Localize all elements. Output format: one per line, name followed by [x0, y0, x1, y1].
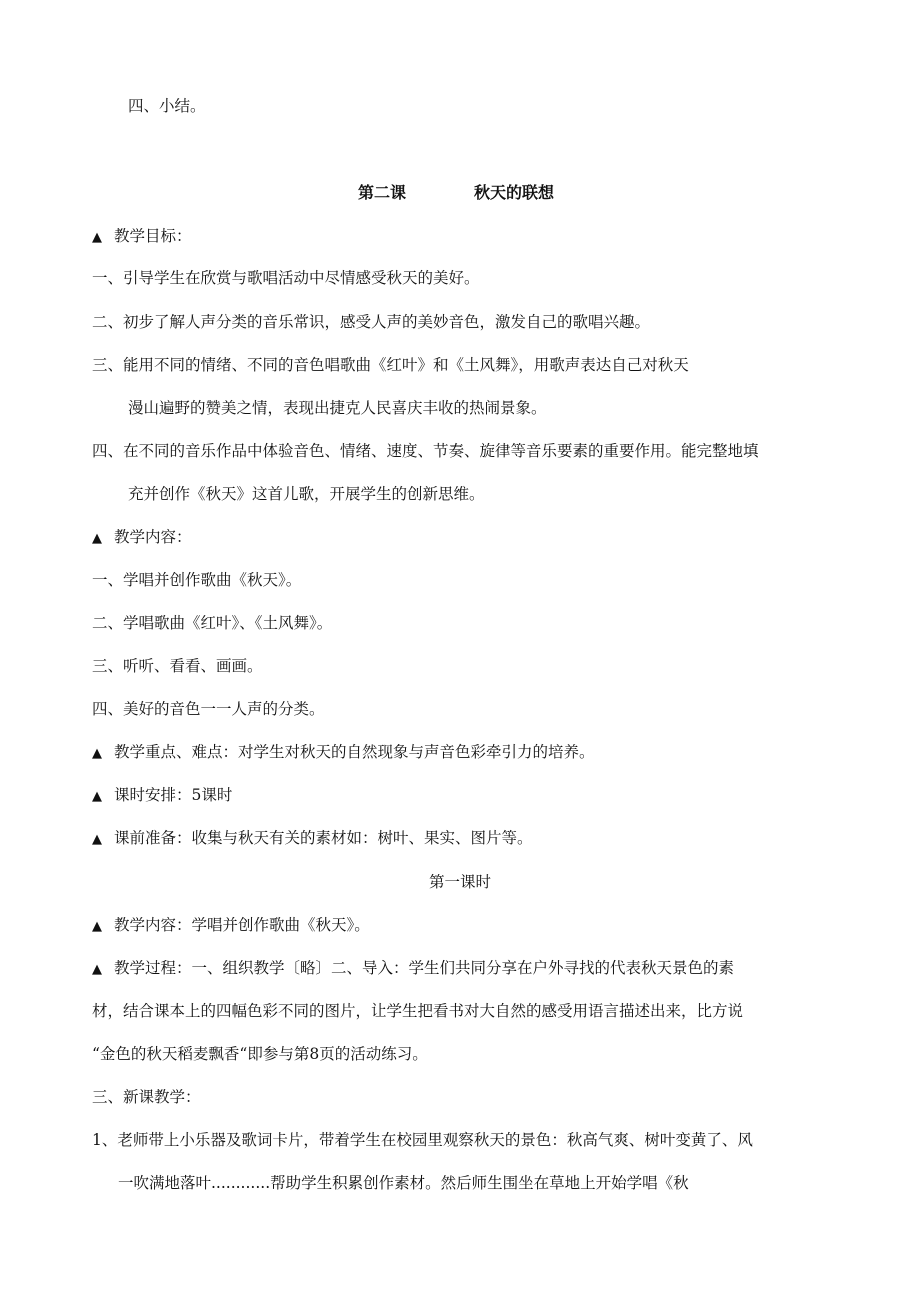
key-points: ▲ 教学重点、难点：对学生对秋天的自然现象与声音色彩牵引力的培养。 — [92, 742, 595, 764]
triangle-bullet-icon: ▲ — [92, 789, 102, 804]
period-content: ▲ 教学内容：学唱并创作歌曲《秋天》。 — [92, 915, 370, 937]
preparation: ▲ 课前准备：收集与秋天有关的素材如：树叶、果实、图片等。 — [92, 828, 533, 850]
new-lesson-line: 1、老师带上小乐器及歌词卡片，带着学生在校园里观察秋天的景色：秋高气爽、树叶变黄了、风 — [92, 1131, 753, 1149]
triangle-bullet-icon: ▲ — [92, 832, 102, 847]
goal-item: 四、在不同的音乐作品中体验音色、情绪、速度、节奏、旋律等音乐要素的重要作用。能完整地填 — [92, 442, 759, 460]
triangle-bullet-icon: ▲ — [92, 531, 102, 546]
goals-heading: ▲ 教学目标： — [92, 226, 192, 248]
content-item: 三、听听、看看、画画。 — [92, 657, 263, 675]
process-line: “金色的秋天稻麦飘香“即参与第8页的活动练习。 — [92, 1045, 428, 1063]
goal-item-continuation: 漫山遍野的赞美之情，表现出捷克人民喜庆丰收的热闹景象。 — [128, 399, 547, 417]
triangle-bullet-icon: ▲ — [92, 230, 102, 245]
content-item: 一、学唱并创作歌曲《秋天》。 — [92, 571, 302, 589]
lesson-number: 第二课 — [358, 183, 407, 202]
schedule: ▲ 课时安排：5课时 — [92, 785, 232, 807]
summary-item: 四、小结。 — [128, 97, 206, 115]
new-lesson-line: 一吹满地落叶............帮助学生积累创作素材。然后师生围坐在草地上开始学唱《秋 — [118, 1174, 689, 1192]
goal-item-continuation: 充并创作《秋天》这首儿歌，开展学生的创新思维。 — [128, 485, 485, 503]
content-heading: ▲ 教学内容： — [92, 527, 192, 549]
period-title: 第一课时 — [428, 873, 491, 891]
lesson-title — [0, 180, 920, 202]
triangle-bullet-icon: ▲ — [92, 746, 102, 761]
content-item: 二、学唱歌曲《红叶》、《土风舞》。 — [92, 614, 333, 632]
goal-item: 三、能用不同的情绪、不同的音色唱歌曲《红叶》和《土风舞》，用歌声表达自己对秋天 — [92, 356, 689, 374]
goal-item: 二、初步了解人声分类的音乐常识，感受人声的美妙音色，激发自己的歌唱兴趣。 — [92, 313, 651, 331]
new-lesson-heading: 三、新课教学： — [92, 1088, 201, 1106]
content-item: 四、美好的音色一一人声的分类。 — [92, 700, 325, 718]
goal-item: 一、引导学生在欣赏与歌唱活动中尽情感受秋天的美好。 — [92, 269, 480, 287]
triangle-bullet-icon: ▲ — [92, 962, 102, 977]
process-line: 材，结合课本上的四幅色彩不同的图片，让学生把看书对大自然的感受用语言描述出来，比方说 — [92, 1002, 744, 1020]
triangle-bullet-icon: ▲ — [92, 919, 102, 934]
lesson-name: 秋天的联想 — [474, 183, 555, 202]
process-line: ▲ 教学过程：一、组织教学〔略〕二、导入：学生们共同分享在户外寻找的代表秋天景色的素 — [92, 958, 734, 980]
